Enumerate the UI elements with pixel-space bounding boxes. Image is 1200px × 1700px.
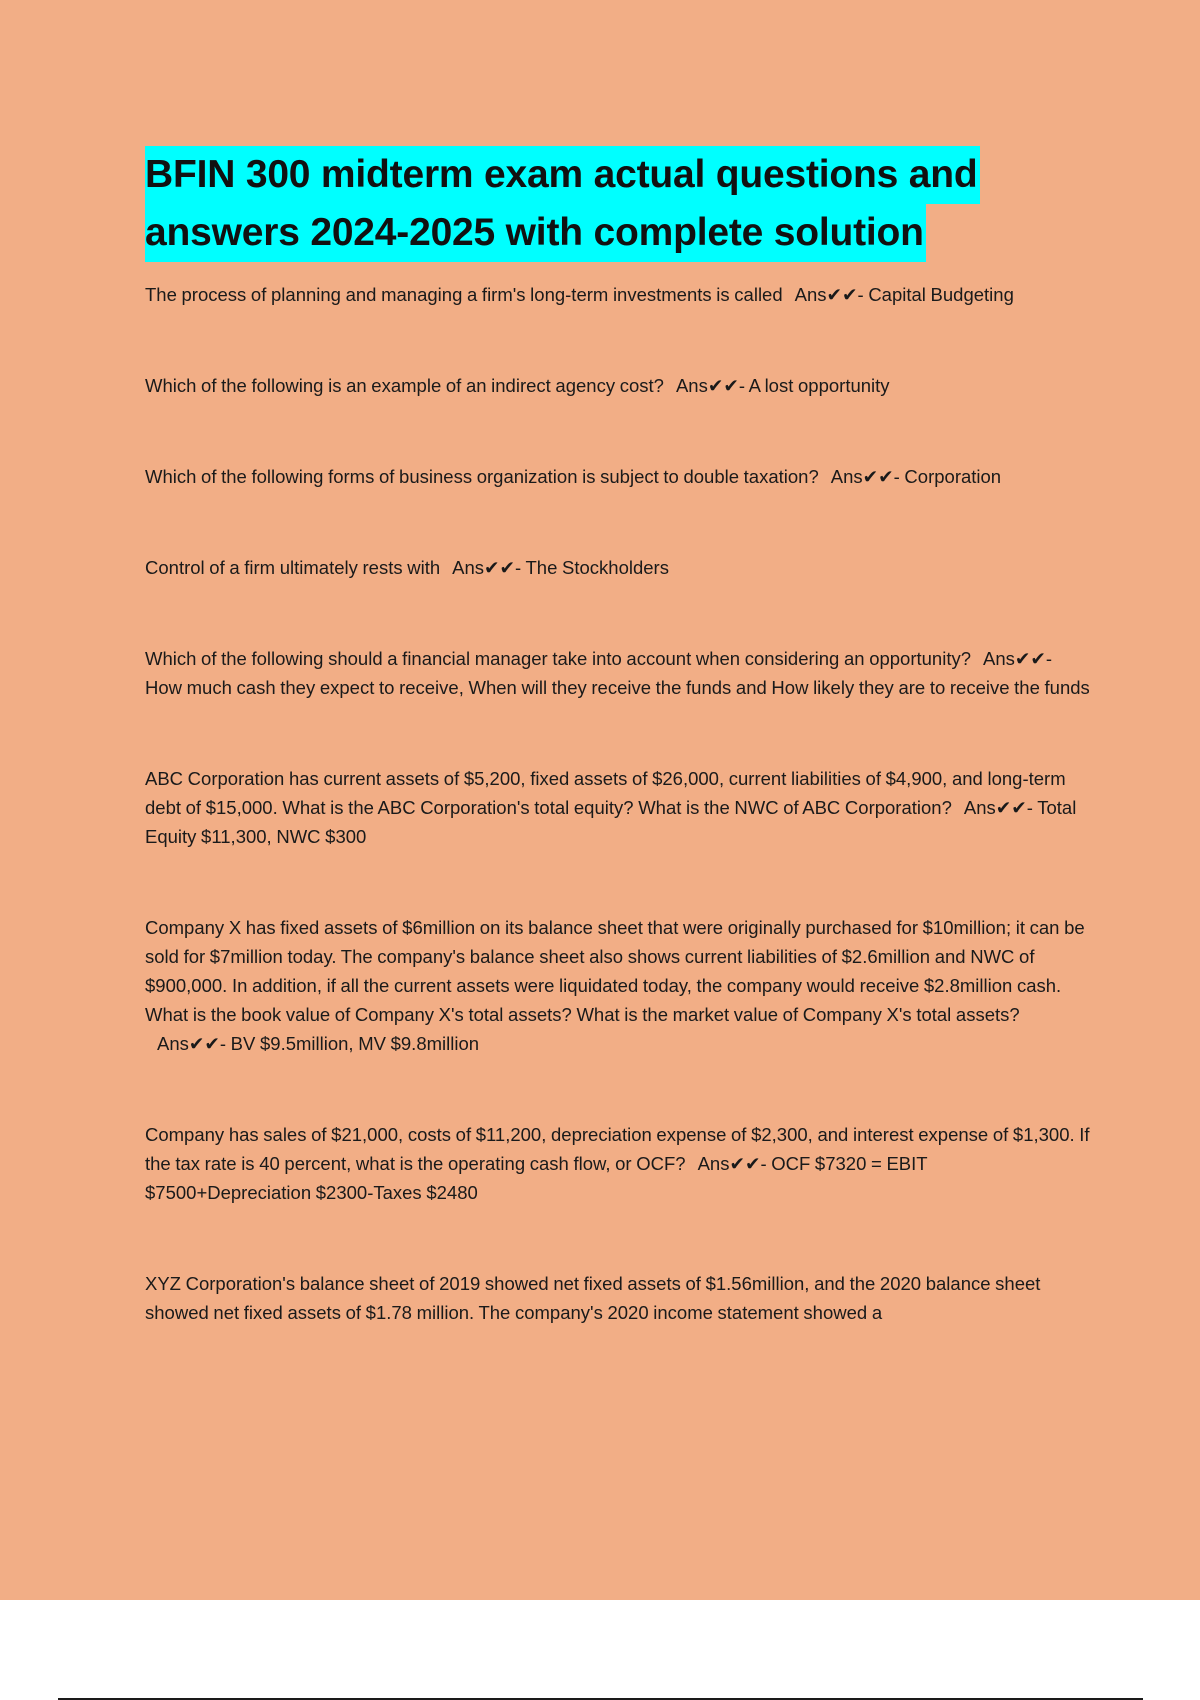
qa-item-1 <box>145 280 1090 309</box>
document-title <box>145 146 1090 262</box>
question-text: Company X has fixed assets of $6million on its balance sheet that were originally purchased for $10million; it can be sold for $7million today. The company's balance sheet also shows current liabilities of $2.6million and NWC of $900,000. In addition, if all the current assets were liquidated today, the company would receive $2.8million cash. What is the book value of Company X's total assets? What is the market value of Company X's total assets? <box>145 917 1085 1025</box>
question-text: Which of the following is an example of an indirect agency cost? <box>145 375 664 396</box>
document-content <box>145 146 1090 1327</box>
answer-text: Ans✔✔- How much cash they expect to receive, When will they receive the funds and How likely they are to receive the funds <box>145 648 1090 698</box>
qa-item-4 <box>145 553 1090 582</box>
question-text: Company has sales of $21,000, costs of $11,200, depreciation expense of $2,300, and interest expense of $1,300. If the tax rate is 40 percent, what is the operating cash flow, or OCF? <box>145 1124 1090 1174</box>
answer-text: Ans✔✔- BV $9.5million, MV $9.8million <box>157 1033 480 1054</box>
title-line-1: BFIN 300 midterm exam actual questions and <box>145 146 980 204</box>
question-text: Which of the following forms of business organization is subject to double taxation? <box>145 466 819 487</box>
qa-item-5 <box>145 644 1090 702</box>
answer-text: Ans✔✔- Total Equity $11,300, NWC $300 <box>145 797 1077 847</box>
question-text: XYZ Corporation's balance sheet of 2019 showed net fixed assets of $1.56million, and the 2020 balance sheet showed net fixed assets of $1.78 million. The company's 2020 income statement showed a <box>145 1273 1041 1323</box>
qa-item-8 <box>145 1120 1090 1207</box>
question-text: The process of planning and managing a firm's long-term investments is called <box>145 284 783 305</box>
qa-item-9 <box>145 1269 1090 1327</box>
question-text: Which of the following should a financial manager take into account when considering an opportunity? <box>145 648 972 669</box>
qa-item-3 <box>145 462 1090 491</box>
question-text: ABC Corporation has current assets of $5,200, fixed assets of $26,000, current liabilities of $4,900, and long-term debt of $15,000. What is the ABC Corporation's total equity? What is the NWC of ABC Corporation? <box>145 768 1066 818</box>
qa-item-7 <box>145 913 1090 1058</box>
answer-text: Ans✔✔- OCF $7320 = EBIT $7500+Depreciation $2300-Taxes $2480 <box>145 1153 928 1203</box>
answer-text: Ans✔✔- The Stockholders <box>452 557 669 578</box>
title-line-2: answers 2024-2025 with complete solution <box>145 204 926 262</box>
question-text: Control of a firm ultimately rests with <box>145 557 441 578</box>
qa-item-6 <box>145 764 1090 851</box>
qa-item-2 <box>145 371 1090 400</box>
answer-text: Ans✔✔- Capital Budgeting <box>794 284 1014 305</box>
answer-text: Ans✔✔- Corporation <box>830 466 1002 487</box>
answer-text: Ans✔✔- A lost opportunity <box>675 375 890 396</box>
